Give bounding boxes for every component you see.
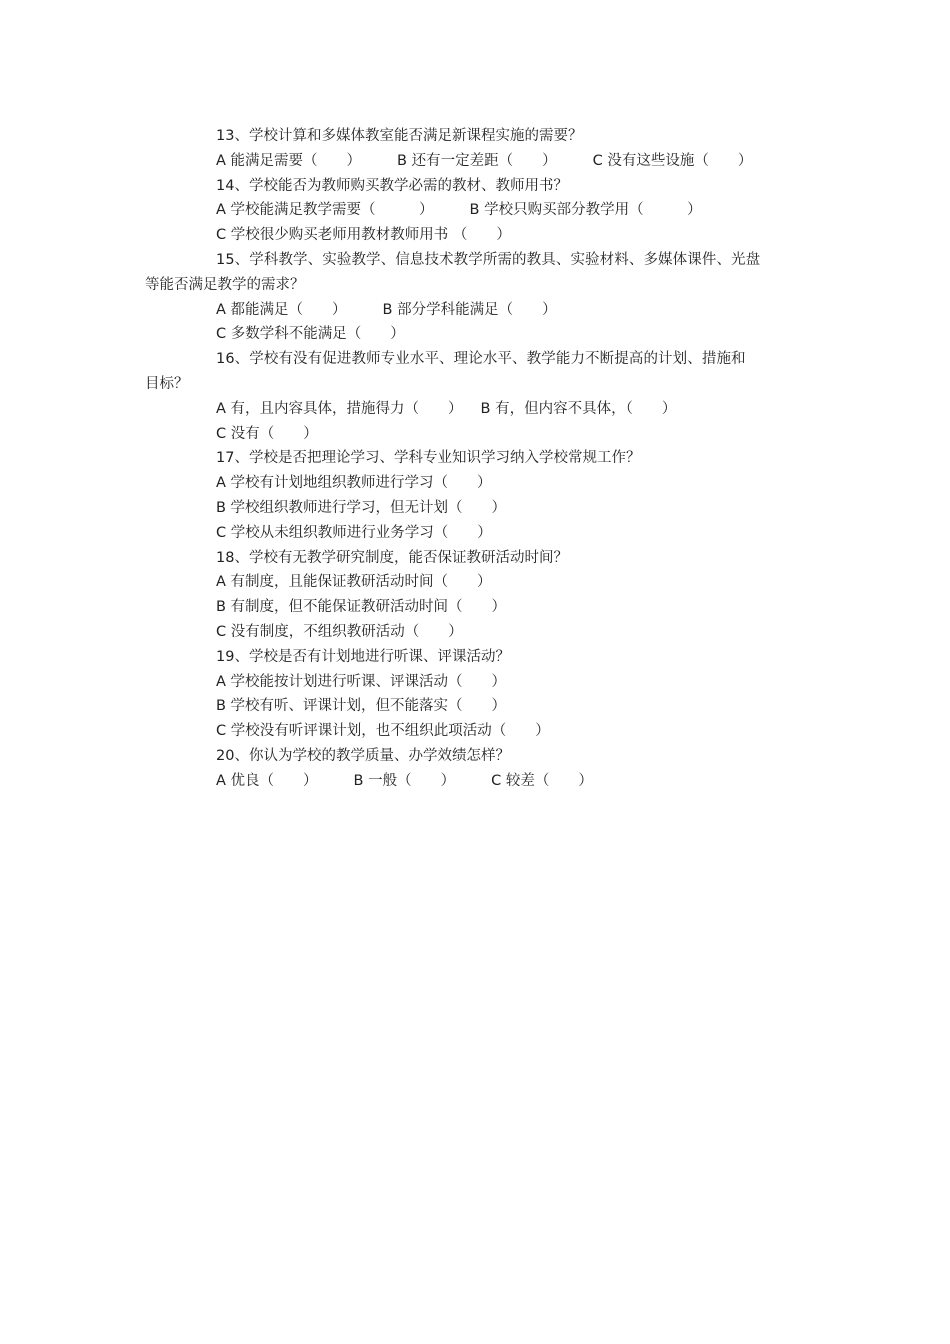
question-16-title-line1: 16、学校有没有促进教师专业水平、理论水平、教学能力不断提高的计划、措施和 [216, 351, 746, 368]
question-16-option-b: B 有，但内容不具体，（ ） [480, 400, 677, 417]
question-18-title: 18、学校有无教学研究制度，能否保证教研活动时间？ [216, 549, 568, 566]
question-20-title: 20、你认为学校的教学质量、办学效绩怎样？ [216, 747, 510, 764]
question-13-option-b: B 还有一定差距（ ） [397, 152, 557, 169]
question-14-option-b: B 学校只购买部分教学用（ ） [469, 202, 702, 219]
question-13-option-c: C 没有这些设施（ ） [592, 152, 753, 169]
question-14-option-a: A 学校能满足教学需要（ ） [216, 202, 434, 219]
question-15-options-ab [145, 298, 810, 323]
question-15-option-c: C 多数学科不能满足（ ） [216, 326, 405, 343]
question-16-title-line2: 目标？ [145, 375, 189, 392]
question-16-option-a: A 有，且内容具体，措施得力（ ） [216, 400, 463, 417]
question-13-option-a: A 能满足需要（ ） [216, 152, 362, 169]
question-13-title: 13、学校计算和多媒体教室能否满足新课程实施的需要？ [216, 128, 583, 144]
question-15-title-line2: 等能否满足教学的需求？ [145, 276, 305, 293]
question-16-options-ab [145, 397, 810, 422]
question-15-option-a: A 都能满足（ ） [216, 301, 347, 318]
question-19-option-c: C 学校没有听评课计划，也不组织此项活动（ ） [216, 723, 550, 740]
question-14-title: 14、学校能否为教师购买教学必需的教材、教师用书？ [216, 177, 568, 194]
question-18-option-a: A 有制度，且能保证教研活动时间（ ） [216, 574, 492, 591]
question-20-options [145, 769, 810, 794]
question-17-option-c: C 学校从未组织教师进行业务学习（ ） [216, 524, 492, 541]
question-15-title-line1: 15、学科教学、实验教学、信息技术教学所需的教具、实验材料、多媒体课件、光盘 [216, 251, 761, 268]
question-16-option-c: C 没有（ ） [216, 425, 318, 442]
question-19-title: 19、学校是否有计划地进行听课、评课活动？ [216, 648, 510, 665]
question-17-option-b: B 学校组织教师进行学习，但无计划（ ） [216, 499, 507, 516]
question-18-option-c: C 没有制度，不组织教研活动（ ） [216, 623, 463, 640]
question-20-option-c: C 较差（ ） [491, 772, 593, 789]
question-20-option-b: B 一般（ ） [353, 772, 456, 789]
question-19-option-b: B 学校有听、评课计划，但不能落实（ ） [216, 698, 507, 715]
questionnaire-body [145, 124, 810, 794]
question-20-option-a: A 优良（ ） [216, 772, 318, 789]
question-17-option-a: A 学校有计划地组织教师进行学习（ ） [216, 475, 492, 492]
question-13-options [145, 149, 810, 174]
question-14-options-ab [145, 198, 810, 223]
question-15-option-b: B 部分学科能满足（ ） [382, 301, 557, 318]
question-19-option-a: A 学校能按计划进行听课、评课活动（ ） [216, 673, 507, 690]
question-17-title: 17、学校是否把理论学习、学科专业知识学习纳入学校常规工作？ [216, 450, 641, 467]
question-14-option-c: C 学校很少购买老师用教材教师用书 （ ） [216, 227, 511, 244]
question-18-option-b: B 有制度，但不能保证教研活动时间（ ） [216, 599, 507, 616]
